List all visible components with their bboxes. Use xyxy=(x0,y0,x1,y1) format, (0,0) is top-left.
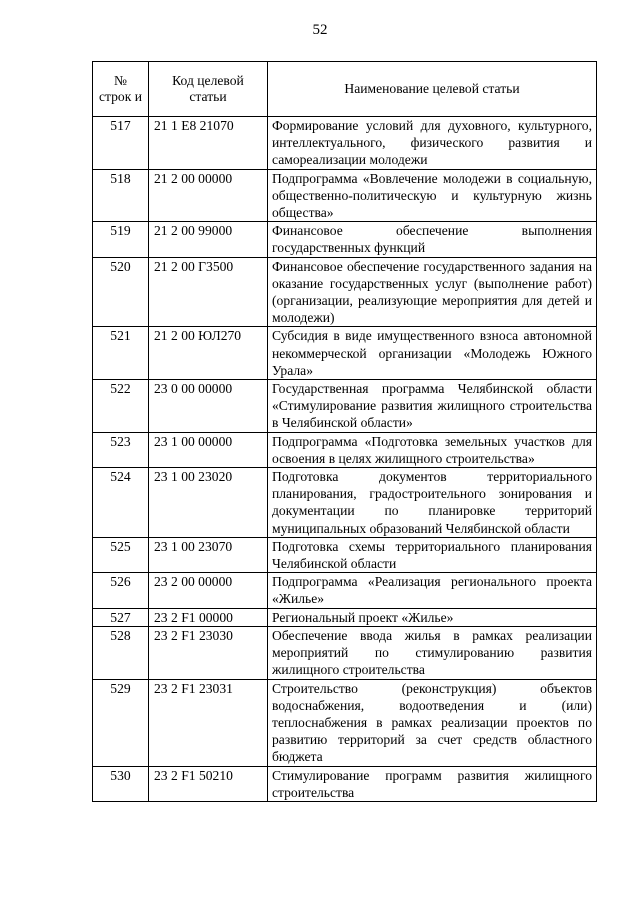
target-name-cell: Подготовка схемы территориального планирования Челябинской области xyxy=(268,537,597,572)
target-code-cell: 23 2 F1 00000 xyxy=(149,608,268,626)
target-name-cell: Стимулирование программ развития жилищного строительства xyxy=(268,766,597,801)
row-number-cell: 517 xyxy=(93,117,149,170)
table-row xyxy=(93,573,597,608)
target-name-cell: Финансовое обеспечение выполнения государственных функций xyxy=(268,222,597,257)
target-code-cell: 23 2 F1 23030 xyxy=(149,626,268,679)
target-name-cell: Финансовое обеспечение государственного задания на оказание государственных услуг (выполнение работ) (организации, реализующие мероприятия для детей и молодежи) xyxy=(268,257,597,327)
target-code-cell: 21 2 00 00000 xyxy=(149,169,268,222)
target-code-cell: 21 1 Е8 21070 xyxy=(149,117,268,170)
target-name-cell: Региональный проект «Жилье» xyxy=(268,608,597,626)
target-name-cell: Государственная программа Челябинской области «Стимулирование развития жилищного строительства в Челябинской области» xyxy=(268,380,597,433)
table-row xyxy=(93,380,597,433)
row-number-cell: 530 xyxy=(93,766,149,801)
table-row xyxy=(93,432,597,467)
table-row xyxy=(93,679,597,766)
table-row xyxy=(93,327,597,380)
row-number-cell: 528 xyxy=(93,626,149,679)
row-number-cell: 522 xyxy=(93,380,149,433)
target-name-cell: Подготовка документов территориального планирования, градостроительного зонирования и документации по планировке территорий муниципальных образований Челябинской области xyxy=(268,468,597,538)
target-name-cell: Подпрограмма «Вовлечение молодежи в социальную, общественно-политическую и культурную жизнь общества» xyxy=(268,169,597,222)
target-code-cell: 21 2 00 ЮЛ270 xyxy=(149,327,268,380)
target-name-cell: Субсидия в виде имущественного взноса автономной некоммерческой организации «Молодежь Южного Урала» xyxy=(268,327,597,380)
table-header-row xyxy=(93,62,597,117)
target-code-cell: 23 2 00 00000 xyxy=(149,573,268,608)
row-number-cell: 526 xyxy=(93,573,149,608)
target-name-cell: Обеспечение ввода жилья в рамках реализации мероприятий по стимулированию развития жилищного строительства xyxy=(268,626,597,679)
target-code-cell: 23 1 00 23070 xyxy=(149,537,268,572)
table-row xyxy=(93,257,597,327)
row-number-cell: 521 xyxy=(93,327,149,380)
table-row xyxy=(93,608,597,626)
row-number-cell: 529 xyxy=(93,679,149,766)
target-code-cell: 23 2 F1 23031 xyxy=(149,679,268,766)
target-name-cell: Подпрограмма «Реализация регионального проекта «Жилье» xyxy=(268,573,597,608)
target-code-cell: 23 2 F1 50210 xyxy=(149,766,268,801)
page-number: 52 xyxy=(312,22,328,38)
row-number-cell: 524 xyxy=(93,468,149,538)
row-number-cell: 519 xyxy=(93,222,149,257)
target-code-cell: 23 1 00 00000 xyxy=(149,432,268,467)
header-target-code: Код целевой статьи xyxy=(149,62,268,117)
target-code-cell: 23 0 00 00000 xyxy=(149,380,268,433)
target-code-cell: 21 2 00 Г3500 xyxy=(149,257,268,327)
target-code-cell: 23 1 00 23020 xyxy=(149,468,268,538)
target-name-cell: Подпрограмма «Подготовка земельных участков для освоения в целях жилищного строительства» xyxy=(268,432,597,467)
row-number-cell: 518 xyxy=(93,169,149,222)
table-row xyxy=(93,468,597,538)
row-number-cell: 520 xyxy=(93,257,149,327)
table-row xyxy=(93,169,597,222)
row-number-cell: 525 xyxy=(93,537,149,572)
table-row xyxy=(93,766,597,801)
table-row xyxy=(93,222,597,257)
target-name-cell: Формирование условий для духовного, культурного, интеллектуального, физического развития и самореализации молодежи xyxy=(268,117,597,170)
target-code-cell: 21 2 00 99000 xyxy=(149,222,268,257)
header-target-name: Наименование целевой статьи xyxy=(268,62,597,117)
table-row xyxy=(93,626,597,679)
table-row xyxy=(93,117,597,170)
budget-classification-table xyxy=(92,61,597,802)
row-number-cell: 527 xyxy=(93,608,149,626)
table-row xyxy=(93,537,597,572)
row-number-cell: 523 xyxy=(93,432,149,467)
header-row-number: № строк и xyxy=(93,62,149,117)
target-name-cell: Строительство (реконструкция) объектов водоснабжения, водоотведения и (или) теплоснабжения в рамках реализации проектов по развитию территорий за счет средств областного бюджета xyxy=(268,679,597,766)
